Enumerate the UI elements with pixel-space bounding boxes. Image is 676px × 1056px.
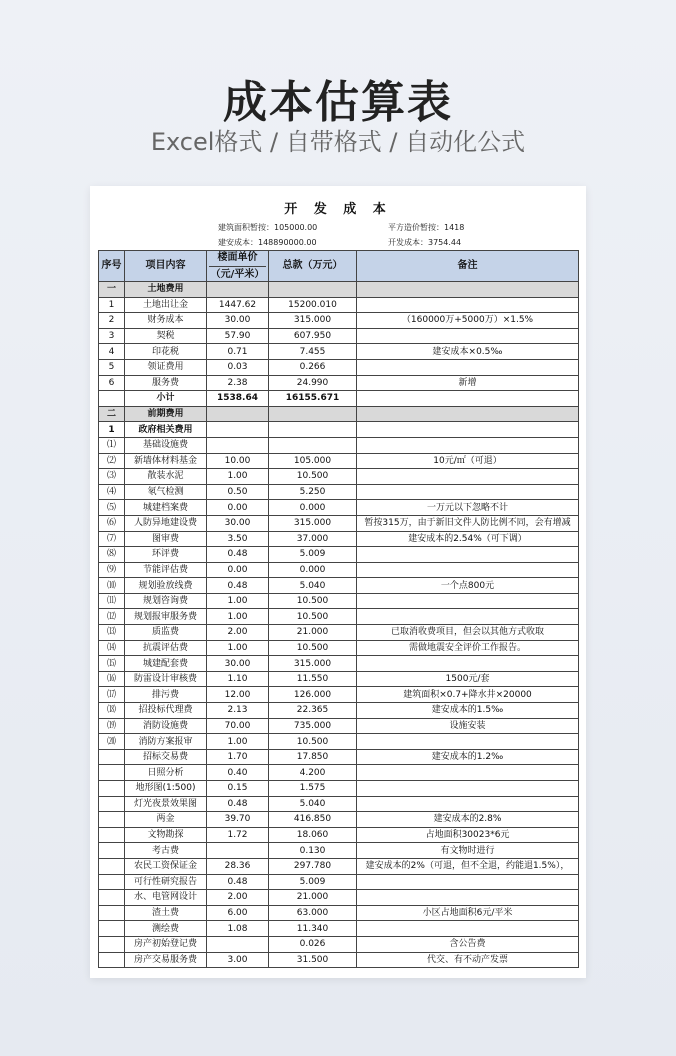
cell-item: 灯光夜景效果图 xyxy=(125,796,207,812)
cell-item: 财务成本 xyxy=(125,313,207,329)
table-section-row xyxy=(99,282,579,298)
cell-price: 2.38 xyxy=(207,375,269,391)
cell-note: 需做地震安全评价工作报告。 xyxy=(357,640,579,656)
table-row xyxy=(99,687,579,703)
cell-total: 31.500 xyxy=(269,952,357,968)
table-row xyxy=(99,578,579,594)
cell-seq: ⑸ xyxy=(99,500,125,516)
cell-seq xyxy=(99,874,125,890)
cell-seq: 6 xyxy=(99,375,125,391)
cell-price xyxy=(207,936,269,952)
cell-note xyxy=(357,562,579,578)
cell-note xyxy=(357,890,579,906)
cell-price: 1.72 xyxy=(207,827,269,843)
header-item: 项目内容 xyxy=(125,251,207,282)
cell-note xyxy=(357,391,579,407)
cell-seq: ⒁ xyxy=(99,640,125,656)
header-price xyxy=(207,251,269,282)
cell-note: 占地面积30023*6元 xyxy=(357,827,579,843)
header-seq: 序号 xyxy=(99,251,125,282)
cell-note: （160000万+5000万）×1.5% xyxy=(357,313,579,329)
cell-total: 10.500 xyxy=(269,593,357,609)
cell-total: 0.266 xyxy=(269,359,357,375)
cell-note xyxy=(357,874,579,890)
cell-total: 315.000 xyxy=(269,656,357,672)
table-row xyxy=(99,921,579,937)
cell-price: 1.10 xyxy=(207,671,269,687)
cell-total: 7.455 xyxy=(269,344,357,360)
cell-note xyxy=(357,297,579,313)
cell-seq: ⑵ xyxy=(99,453,125,469)
cell-item: 渣土费 xyxy=(125,905,207,921)
cell-price xyxy=(207,843,269,859)
table-row xyxy=(99,313,579,329)
cell-price: 30.00 xyxy=(207,313,269,329)
cell-item: 农民工资保证金 xyxy=(125,858,207,874)
cell-note: 建安成本的1.2‰ xyxy=(357,749,579,765)
cell-total: 5.009 xyxy=(269,547,357,563)
cell-total: 297.780 xyxy=(269,858,357,874)
cell-seq xyxy=(99,781,125,797)
cell-total: 11.550 xyxy=(269,671,357,687)
cell-seq xyxy=(99,921,125,937)
cell-total: 17.850 xyxy=(269,749,357,765)
cell-note: 建安成本的1.5‰ xyxy=(357,703,579,719)
cell-price: 0.03 xyxy=(207,359,269,375)
cell-seq: ⑺ xyxy=(99,531,125,547)
table-row xyxy=(99,328,579,344)
cell-total: 1.575 xyxy=(269,781,357,797)
cell-price: 12.00 xyxy=(207,687,269,703)
table-row xyxy=(99,936,579,952)
table-row xyxy=(99,874,579,890)
table-section-row xyxy=(99,406,579,422)
cell-seq: ⑾ xyxy=(99,593,125,609)
cell-seq xyxy=(99,812,125,828)
table-row xyxy=(99,718,579,734)
cell-item: 前期费用 xyxy=(125,406,207,422)
cell-price: 1.00 xyxy=(207,593,269,609)
cell-seq: ⒃ xyxy=(99,671,125,687)
cell-seq xyxy=(99,936,125,952)
cell-price: 0.40 xyxy=(207,765,269,781)
cell-note xyxy=(357,469,579,485)
cell-item: 排污费 xyxy=(125,687,207,703)
cell-price: 1.08 xyxy=(207,921,269,937)
table-row xyxy=(99,703,579,719)
cell-item: 节能评估费 xyxy=(125,562,207,578)
hero-title: 成本估算表 xyxy=(223,77,453,128)
cell-seq: ⑻ xyxy=(99,547,125,563)
header-price-unit: （元/平米） xyxy=(209,266,266,281)
cell-seq xyxy=(99,391,125,407)
cell-total: 416.850 xyxy=(269,812,357,828)
cell-total: 24.990 xyxy=(269,375,357,391)
table-row xyxy=(99,469,579,485)
cell-price xyxy=(207,282,269,298)
cell-item: 日照分析 xyxy=(125,765,207,781)
table-row xyxy=(99,812,579,828)
table-row xyxy=(99,547,579,563)
cell-seq: ⑹ xyxy=(99,515,125,531)
table-row xyxy=(99,796,579,812)
cell-seq: 5 xyxy=(99,359,125,375)
cell-note xyxy=(357,609,579,625)
table-row xyxy=(99,781,579,797)
table-row xyxy=(99,453,579,469)
cell-seq: ⒀ xyxy=(99,625,125,641)
cell-note: 新增 xyxy=(357,375,579,391)
cell-item: 规划验放线费 xyxy=(125,578,207,594)
cell-item: 氡气检测 xyxy=(125,484,207,500)
cell-price: 0.71 xyxy=(207,344,269,360)
cell-seq: ⑼ xyxy=(99,562,125,578)
cell-price: 3.00 xyxy=(207,952,269,968)
cell-item: 文物勘探 xyxy=(125,827,207,843)
cell-price: 2.00 xyxy=(207,625,269,641)
cell-seq xyxy=(99,765,125,781)
cell-price xyxy=(207,422,269,438)
cell-price: 6.00 xyxy=(207,905,269,921)
cell-total: 21.000 xyxy=(269,625,357,641)
cell-seq xyxy=(99,858,125,874)
cell-note xyxy=(357,547,579,563)
cell-seq: ⒂ xyxy=(99,656,125,672)
cell-note xyxy=(357,921,579,937)
table-row xyxy=(99,609,579,625)
cell-seq xyxy=(99,905,125,921)
cell-price: 10.00 xyxy=(207,453,269,469)
cell-price: 0.00 xyxy=(207,562,269,578)
cell-item: 测绘费 xyxy=(125,921,207,937)
cell-price: 1.00 xyxy=(207,469,269,485)
table-row xyxy=(99,375,579,391)
cell-item: 城建档案费 xyxy=(125,500,207,516)
cell-note xyxy=(357,734,579,750)
table-row xyxy=(99,843,579,859)
cell-total xyxy=(269,437,357,453)
cell-note: 1500元/套 xyxy=(357,671,579,687)
table-row xyxy=(99,437,579,453)
cost-table xyxy=(98,250,579,968)
cell-note xyxy=(357,484,579,500)
cell-note xyxy=(357,422,579,438)
cell-price: 1538.64 xyxy=(207,391,269,407)
cell-price: 1.00 xyxy=(207,640,269,656)
cell-item: 招投标代理费 xyxy=(125,703,207,719)
cell-item: 消防设施费 xyxy=(125,718,207,734)
cell-note xyxy=(357,765,579,781)
cell-price: 1447.62 xyxy=(207,297,269,313)
cell-item: 招标交易费 xyxy=(125,749,207,765)
table-row xyxy=(99,905,579,921)
cell-item: 地形图(1:500) xyxy=(125,781,207,797)
table-row xyxy=(99,344,579,360)
cell-note: 已取消收费项目，但会以其他方式收取 xyxy=(357,625,579,641)
cell-price: 70.00 xyxy=(207,718,269,734)
cell-item: 城建配套费 xyxy=(125,656,207,672)
cell-item: 抗震评估费 xyxy=(125,640,207,656)
cell-note xyxy=(357,796,579,812)
cell-seq: ⒄ xyxy=(99,687,125,703)
cell-total: 10.500 xyxy=(269,609,357,625)
cell-item: 环评费 xyxy=(125,547,207,563)
cell-seq: 2 xyxy=(99,313,125,329)
cell-price: 1.70 xyxy=(207,749,269,765)
cell-price: 0.48 xyxy=(207,547,269,563)
cell-note xyxy=(357,781,579,797)
table-row xyxy=(99,952,579,968)
table-row xyxy=(99,359,579,375)
cell-note xyxy=(357,328,579,344)
cell-seq: ⑿ xyxy=(99,609,125,625)
hero-subtitle: Excel格式 / 自带格式 / 自动化公式 xyxy=(150,128,526,156)
cell-note: 建安成本的2.8% xyxy=(357,812,579,828)
cell-note: 暂按315万，由于新旧文件人防比例不同，会有增减 xyxy=(357,515,579,531)
cell-price: 2.00 xyxy=(207,890,269,906)
table-row xyxy=(99,484,579,500)
dev-cost-label: 开发成本：3754.44 xyxy=(388,238,462,247)
cell-price: 0.50 xyxy=(207,484,269,500)
cell-item: 土地出让金 xyxy=(125,297,207,313)
cell-item: 图审费 xyxy=(125,531,207,547)
cell-note xyxy=(357,282,579,298)
table-row xyxy=(99,858,579,874)
cell-total: 0.026 xyxy=(269,936,357,952)
cell-seq: 1 xyxy=(99,297,125,313)
cell-total: 10.500 xyxy=(269,734,357,750)
cell-price xyxy=(207,406,269,422)
cell-item: 可行性研究报告 xyxy=(125,874,207,890)
cell-total: 18.060 xyxy=(269,827,357,843)
cell-total xyxy=(269,422,357,438)
table-row xyxy=(99,656,579,672)
cell-price: 57.90 xyxy=(207,328,269,344)
cell-item: 房产交易服务费 xyxy=(125,952,207,968)
cell-seq: 4 xyxy=(99,344,125,360)
cell-item: 防雷设计审核费 xyxy=(125,671,207,687)
cell-seq: 一 xyxy=(99,282,125,298)
cell-seq xyxy=(99,827,125,843)
cell-item: 印花税 xyxy=(125,344,207,360)
cell-note: 一个点800元 xyxy=(357,578,579,594)
cell-total: 11.340 xyxy=(269,921,357,937)
cell-note xyxy=(357,359,579,375)
cell-note: 建安成本×0.5‰ xyxy=(357,344,579,360)
cell-note: 含公告费 xyxy=(357,936,579,952)
header-note: 备注 xyxy=(357,251,579,282)
table-row xyxy=(99,890,579,906)
cell-seq: ⒅ xyxy=(99,703,125,719)
cell-seq: ⒆ xyxy=(99,718,125,734)
table-row xyxy=(99,515,579,531)
cell-total: 21.000 xyxy=(269,890,357,906)
table-header-row xyxy=(99,251,579,282)
cell-item: 政府相关费用 xyxy=(125,422,207,438)
cell-item: 服务费 xyxy=(125,375,207,391)
construction-cost-label: 建安成本：148890000.00 xyxy=(218,238,317,247)
cell-item: 质监费 xyxy=(125,625,207,641)
cell-seq: 1 xyxy=(99,422,125,438)
cell-note: 有文物时进行 xyxy=(357,843,579,859)
cell-total: 126.000 xyxy=(269,687,357,703)
cell-seq: ⑷ xyxy=(99,484,125,500)
table-row xyxy=(99,640,579,656)
table-row xyxy=(99,422,579,438)
cell-total: 37.000 xyxy=(269,531,357,547)
cell-seq xyxy=(99,952,125,968)
cell-note: 建筑面积×0.7+降水井×20000 xyxy=(357,687,579,703)
table-row xyxy=(99,734,579,750)
sheet-title: 开 发 成 本 xyxy=(284,202,392,217)
cell-total: 63.000 xyxy=(269,905,357,921)
table-row xyxy=(99,765,579,781)
cell-item: 人防异地建设费 xyxy=(125,515,207,531)
cell-seq: 二 xyxy=(99,406,125,422)
cell-price: 30.00 xyxy=(207,656,269,672)
cell-total: 16155.671 xyxy=(269,391,357,407)
cell-note: 一万元以下忽略不计 xyxy=(357,500,579,516)
cell-price: 2.13 xyxy=(207,703,269,719)
cell-price: 0.00 xyxy=(207,500,269,516)
unit-cost-label: 平方造价暂按：1418 xyxy=(388,223,465,232)
cell-seq xyxy=(99,843,125,859)
cell-price: 1.00 xyxy=(207,734,269,750)
table-row xyxy=(99,671,579,687)
cell-item: 契税 xyxy=(125,328,207,344)
cell-note: 10元/㎡（可退） xyxy=(357,453,579,469)
table-row xyxy=(99,562,579,578)
table-row xyxy=(99,500,579,516)
cell-price: 0.48 xyxy=(207,578,269,594)
cell-seq xyxy=(99,796,125,812)
cell-item: 土地费用 xyxy=(125,282,207,298)
cell-seq: ⒇ xyxy=(99,734,125,750)
cell-total: 5.040 xyxy=(269,578,357,594)
table-row xyxy=(99,531,579,547)
cell-total: 735.000 xyxy=(269,718,357,734)
cell-total: 0.000 xyxy=(269,500,357,516)
table-row xyxy=(99,749,579,765)
cell-total: 5.040 xyxy=(269,796,357,812)
cell-price: 0.15 xyxy=(207,781,269,797)
cell-total: 607.950 xyxy=(269,328,357,344)
cell-price: 30.00 xyxy=(207,515,269,531)
cell-seq: ⑽ xyxy=(99,578,125,594)
cell-note xyxy=(357,593,579,609)
table-row xyxy=(99,391,579,407)
cell-total: 4.200 xyxy=(269,765,357,781)
cell-note: 代交、有不动产发票 xyxy=(357,952,579,968)
cell-seq: 3 xyxy=(99,328,125,344)
cell-item: 散装水泥 xyxy=(125,469,207,485)
cell-price: 0.48 xyxy=(207,874,269,890)
cell-note xyxy=(357,437,579,453)
cell-total: 5.250 xyxy=(269,484,357,500)
cell-note: 建安成本的2.54%（可下调） xyxy=(357,531,579,547)
cell-item: 房产初始登记费 xyxy=(125,936,207,952)
cell-total: 0.000 xyxy=(269,562,357,578)
cell-total: 0.130 xyxy=(269,843,357,859)
cell-item: 新墙体材料基金 xyxy=(125,453,207,469)
cell-note xyxy=(357,406,579,422)
spreadsheet-sheet xyxy=(90,186,586,978)
cell-note: 设施安装 xyxy=(357,718,579,734)
cell-note: 建安成本的2%（可退，但不全退，约能退1.5%）， xyxy=(357,858,579,874)
cell-seq xyxy=(99,890,125,906)
cell-price: 1.00 xyxy=(207,609,269,625)
cell-price: 28.36 xyxy=(207,858,269,874)
cell-item: 领证费用 xyxy=(125,359,207,375)
table-row xyxy=(99,625,579,641)
cell-note: 小区占地面积6元/平米 xyxy=(357,905,579,921)
cell-total: 10.500 xyxy=(269,640,357,656)
cell-seq: ⑴ xyxy=(99,437,125,453)
cell-price: 3.50 xyxy=(207,531,269,547)
cell-item: 考古费 xyxy=(125,843,207,859)
cell-price xyxy=(207,437,269,453)
header-total: 总款（万元） xyxy=(269,251,357,282)
table-row xyxy=(99,593,579,609)
cell-seq xyxy=(99,749,125,765)
cell-total: 315.000 xyxy=(269,313,357,329)
cell-total xyxy=(269,406,357,422)
cell-item: 两金 xyxy=(125,812,207,828)
cell-total: 22.365 xyxy=(269,703,357,719)
cell-total xyxy=(269,282,357,298)
cell-total: 10.500 xyxy=(269,469,357,485)
table-row xyxy=(99,827,579,843)
cell-note xyxy=(357,656,579,672)
cell-item: 基础设施费 xyxy=(125,437,207,453)
header-price-label: 楼面单价 xyxy=(217,251,258,263)
cell-total: 105.000 xyxy=(269,453,357,469)
table-row xyxy=(99,297,579,313)
building-area-label: 建筑面积暂按：105000.00 xyxy=(218,223,318,232)
cell-price: 0.48 xyxy=(207,796,269,812)
cell-price: 39.70 xyxy=(207,812,269,828)
cell-item: 消防方案报审 xyxy=(125,734,207,750)
cell-item: 规划咨询费 xyxy=(125,593,207,609)
cell-total: 5.009 xyxy=(269,874,357,890)
cell-seq: ⑶ xyxy=(99,469,125,485)
cell-item: 规划报审服务费 xyxy=(125,609,207,625)
cell-item: 小计 xyxy=(125,391,207,407)
cell-total: 315.000 xyxy=(269,515,357,531)
cell-item: 水、电管网设计 xyxy=(125,890,207,906)
cell-total: 15200.010 xyxy=(269,297,357,313)
